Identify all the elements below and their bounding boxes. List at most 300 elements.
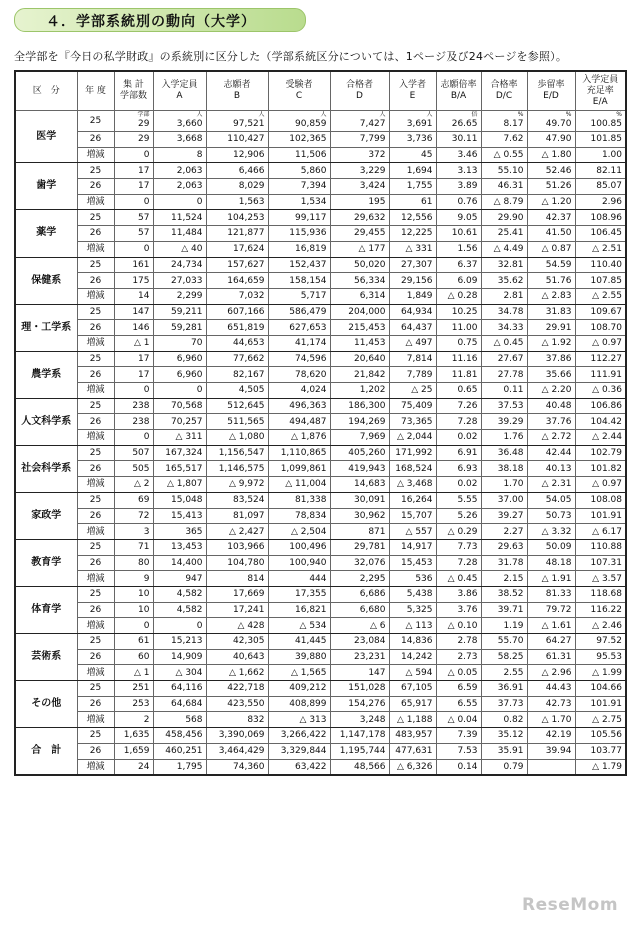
- cell-value: △ 9,972: [228, 479, 265, 490]
- value-cell: [153, 728, 206, 744]
- value-cell: [153, 257, 206, 273]
- unit-label: %: [517, 111, 524, 118]
- cell-value: △ 0.45: [493, 338, 524, 349]
- value-cell: [330, 571, 389, 587]
- cell-value: 64,934: [401, 306, 433, 317]
- cell-value: 99,117: [295, 212, 327, 223]
- cell-value: 14: [138, 291, 150, 302]
- cell-value: 35.66: [545, 369, 572, 380]
- table-row: [15, 414, 626, 430]
- value-cell: [330, 492, 389, 508]
- value-cell: [153, 634, 206, 650]
- column-header-label: 合格者: [345, 80, 373, 90]
- header-row: [15, 71, 626, 111]
- year-cell: [77, 586, 114, 602]
- cell-value: 238: [132, 401, 150, 412]
- cell-value: 17: [138, 165, 150, 176]
- cell-value: 409,212: [289, 683, 327, 694]
- value-cell: [527, 430, 575, 446]
- value-cell: [481, 728, 527, 744]
- value-cell: [527, 477, 575, 493]
- cell-value: 34.33: [497, 322, 524, 333]
- value-cell: [481, 461, 527, 477]
- value-cell: [330, 241, 389, 257]
- cell-value: 7,032: [238, 291, 265, 302]
- value-cell: [481, 696, 527, 712]
- year-cell: [77, 179, 114, 195]
- value-cell: [389, 288, 436, 304]
- value-cell: [575, 602, 626, 618]
- cell-value: 70,257: [171, 416, 203, 427]
- cell-value: 423,550: [227, 699, 265, 710]
- value-cell: [436, 492, 481, 508]
- cell-value: 118.68: [590, 589, 622, 600]
- cell-value: 121,877: [227, 228, 265, 239]
- cell-value: 41,445: [295, 636, 327, 647]
- cell-value: △ 1,876: [290, 432, 327, 443]
- cell-value: △ 4.49: [493, 244, 524, 255]
- cell-value: 17,355: [295, 589, 327, 600]
- cell-value: 103,966: [227, 542, 265, 553]
- value-cell: [268, 367, 330, 383]
- value-cell: [268, 383, 330, 399]
- cell-value: 627,653: [289, 322, 327, 333]
- cell-value: △ 1.79: [592, 761, 622, 772]
- table-row: [15, 257, 626, 273]
- cell-value: △ 0.87: [541, 244, 572, 255]
- cell-value: 1,099,861: [280, 463, 327, 474]
- value-cell: [330, 665, 389, 681]
- value-cell: [389, 618, 436, 634]
- value-cell: [527, 111, 575, 132]
- year-cell: [77, 194, 114, 210]
- value-cell: [436, 586, 481, 602]
- value-cell: [527, 288, 575, 304]
- cell-value: 49.70: [545, 119, 572, 129]
- cell-value: 増減: [86, 197, 105, 208]
- cell-value: 29: [138, 134, 150, 145]
- unit-label: 人: [426, 111, 433, 118]
- value-cell: [436, 649, 481, 665]
- cell-value: 50.09: [545, 542, 572, 553]
- value-cell: [575, 524, 626, 540]
- cell-value: △ 0.45: [447, 573, 478, 584]
- value-cell: [268, 304, 330, 320]
- value-cell: [153, 288, 206, 304]
- cell-value: △ 497: [405, 338, 433, 349]
- value-cell: [153, 111, 206, 132]
- cell-value: 477,631: [395, 746, 433, 757]
- cell-value: 32,076: [354, 557, 386, 568]
- cell-value: 2.78: [457, 636, 478, 647]
- cell-value: △ 3.32: [541, 526, 572, 537]
- table-row: [15, 634, 626, 650]
- table-row: [15, 743, 626, 759]
- value-cell: [527, 367, 575, 383]
- table-row: [15, 555, 626, 571]
- cell-value: 69: [138, 495, 150, 506]
- value-cell: [114, 602, 153, 618]
- value-cell: [153, 571, 206, 587]
- cell-value: 15,048: [171, 495, 203, 506]
- cell-value: 79.72: [545, 604, 572, 615]
- value-cell: [389, 586, 436, 602]
- cell-value: 158,154: [289, 275, 327, 286]
- cell-value: △ 113: [405, 620, 433, 631]
- table-row: [15, 618, 626, 634]
- value-cell: [481, 398, 527, 414]
- cell-value: 26: [89, 181, 102, 192]
- value-cell: [436, 696, 481, 712]
- category-label: 家政学: [15, 492, 77, 539]
- cell-value: △ 534: [299, 620, 327, 631]
- cell-value: 460,251: [165, 746, 203, 757]
- value-cell: [436, 681, 481, 697]
- year-cell: [77, 111, 114, 132]
- value-cell: [114, 257, 153, 273]
- column-header-label: 入学者: [398, 80, 426, 90]
- cell-value: 1,202: [359, 385, 386, 396]
- cell-value: 6,960: [176, 353, 203, 364]
- cell-value: 42,305: [233, 636, 265, 647]
- cell-value: 50.73: [545, 510, 572, 521]
- value-cell: [389, 210, 436, 226]
- cell-value: 14,917: [401, 542, 433, 553]
- cell-value: 増減: [86, 620, 105, 631]
- cell-value: 0: [143, 197, 150, 208]
- value-cell: [330, 320, 389, 336]
- table-row: [15, 273, 626, 289]
- cell-value: 175: [132, 275, 150, 286]
- value-cell: [268, 759, 330, 775]
- cell-value: 26: [89, 463, 102, 474]
- cell-value: 1.70: [503, 479, 524, 490]
- column-header: [575, 71, 626, 111]
- value-cell: [527, 273, 575, 289]
- column-header: [114, 71, 153, 111]
- cell-value: 59,281: [171, 322, 203, 333]
- cell-value: 1.00: [601, 150, 622, 161]
- table-row: [15, 335, 626, 351]
- value-cell: [206, 163, 268, 179]
- year-cell: [77, 335, 114, 351]
- value-cell: [330, 524, 389, 540]
- value-cell: [206, 210, 268, 226]
- table-row: [15, 712, 626, 728]
- cell-value: 0.11: [503, 385, 524, 396]
- value-cell: [268, 649, 330, 665]
- cell-value: 3,668: [176, 134, 203, 145]
- value-cell: [436, 132, 481, 148]
- value-cell: [330, 586, 389, 602]
- cell-value: 29: [138, 119, 150, 129]
- cell-value: 108.96: [590, 212, 622, 223]
- cell-value: 146: [132, 322, 150, 333]
- cell-value: 3.89: [457, 181, 478, 192]
- cell-value: △ 1,807: [166, 479, 203, 490]
- cell-value: 7,799: [359, 134, 386, 145]
- value-cell: [575, 320, 626, 336]
- cell-value: 0.82: [503, 714, 524, 725]
- cell-value: 38.52: [497, 589, 524, 600]
- value-cell: [268, 571, 330, 587]
- cell-value: 26: [89, 134, 102, 145]
- cell-value: 115,936: [289, 228, 327, 239]
- cell-value: 204,000: [348, 306, 386, 317]
- cell-value: 109.67: [590, 306, 622, 317]
- cell-value: 44.43: [545, 683, 572, 694]
- column-header-sublabel: B/A: [450, 91, 467, 101]
- unit-label: 人: [379, 111, 386, 118]
- cell-value: 7,789: [406, 369, 433, 380]
- cell-value: 3.13: [457, 165, 478, 176]
- value-cell: [436, 398, 481, 414]
- column-header-sublabel: D/C: [495, 91, 513, 101]
- value-cell: [153, 335, 206, 351]
- cell-value: 17: [138, 353, 150, 364]
- cell-value: 74,360: [233, 761, 265, 772]
- value-cell: [389, 602, 436, 618]
- value-cell: [268, 179, 330, 195]
- cell-value: 70: [191, 338, 203, 349]
- cell-value: 36.91: [497, 683, 524, 694]
- cell-value: 5.55: [457, 495, 478, 506]
- cell-value: △ 0.97: [592, 479, 622, 490]
- value-cell: [527, 210, 575, 226]
- cell-value: 947: [185, 573, 203, 584]
- value-cell: [206, 111, 268, 132]
- year-cell: [77, 759, 114, 775]
- cell-value: △ 8.79: [493, 197, 524, 208]
- cell-value: 5,717: [300, 291, 327, 302]
- year-cell: [77, 602, 114, 618]
- cell-value: 12,225: [401, 228, 433, 239]
- table-row: [15, 477, 626, 493]
- table-row: [15, 179, 626, 195]
- cell-value: 21,842: [354, 369, 386, 380]
- cell-value: 152,437: [289, 259, 327, 270]
- cell-value: 1.76: [503, 432, 524, 443]
- table-row: [15, 430, 626, 446]
- value-cell: [481, 241, 527, 257]
- cell-value: 48.18: [545, 557, 572, 568]
- year-cell: [77, 712, 114, 728]
- cell-value: 47.90: [545, 134, 572, 145]
- value-cell: [153, 179, 206, 195]
- cell-value: 116.22: [590, 604, 622, 615]
- cell-value: △ 3.57: [592, 573, 622, 584]
- cell-value: 5,860: [300, 165, 327, 176]
- column-header-sublabel: C: [295, 91, 303, 101]
- cell-value: △ 0.05: [447, 667, 478, 678]
- year-cell: [77, 445, 114, 461]
- cell-value: 104.42: [590, 416, 622, 427]
- cell-value: 107.31: [590, 557, 622, 568]
- cell-value: 7,394: [300, 181, 327, 192]
- cell-value: 194,269: [348, 416, 386, 427]
- value-cell: [330, 132, 389, 148]
- cell-value: 63,422: [295, 761, 327, 772]
- value-cell: [436, 257, 481, 273]
- value-cell: [389, 665, 436, 681]
- cell-value: 238: [132, 416, 150, 427]
- cell-value: 814: [247, 573, 265, 584]
- cell-value: 253: [132, 699, 150, 710]
- value-cell: [527, 194, 575, 210]
- cell-value: 110.40: [590, 259, 622, 270]
- value-cell: [114, 508, 153, 524]
- value-cell: [527, 586, 575, 602]
- cell-value: 増減: [86, 573, 105, 584]
- cell-value: 13,453: [171, 542, 203, 553]
- column-header-sublabel: E: [409, 91, 416, 101]
- value-cell: [153, 461, 206, 477]
- value-cell: [114, 712, 153, 728]
- value-cell: [527, 147, 575, 163]
- cell-value: 7.53: [457, 746, 478, 757]
- cell-value: 40.13: [545, 463, 572, 474]
- value-cell: [206, 226, 268, 242]
- cell-value: △ 313: [299, 714, 327, 725]
- value-cell: [575, 335, 626, 351]
- cell-value: 25: [89, 259, 102, 270]
- category-label: 農学系: [15, 351, 77, 398]
- value-cell: [527, 179, 575, 195]
- year-cell: [77, 241, 114, 257]
- cell-value: 7,427: [359, 119, 386, 129]
- value-cell: [206, 132, 268, 148]
- year-cell: [77, 226, 114, 242]
- cell-value: △ 2.44: [592, 432, 622, 443]
- cell-value: 100.85: [590, 119, 622, 129]
- cell-value: 3,464,429: [218, 746, 265, 757]
- cell-value: 増減: [86, 338, 105, 349]
- value-cell: [436, 445, 481, 461]
- value-cell: [330, 477, 389, 493]
- unit-label: 倍: [471, 111, 478, 118]
- value-cell: [575, 194, 626, 210]
- value-cell: [389, 649, 436, 665]
- value-cell: [153, 602, 206, 618]
- value-cell: [436, 304, 481, 320]
- value-cell: [389, 304, 436, 320]
- cell-value: △ 1.20: [541, 197, 572, 208]
- cell-value: 110,427: [227, 134, 265, 145]
- value-cell: [389, 681, 436, 697]
- value-cell: [436, 111, 481, 132]
- value-cell: [575, 665, 626, 681]
- value-cell: [436, 712, 481, 728]
- year-cell: [77, 163, 114, 179]
- value-cell: [114, 367, 153, 383]
- value-cell: [206, 147, 268, 163]
- cell-value: △ 1: [133, 667, 150, 678]
- cell-value: 104,780: [227, 557, 265, 568]
- cell-value: 871: [368, 526, 386, 537]
- cell-value: 15,707: [401, 510, 433, 521]
- value-cell: [527, 398, 575, 414]
- table-row: [15, 602, 626, 618]
- cell-value: 6.91: [457, 448, 478, 459]
- cell-value: 26.65: [451, 119, 478, 129]
- cell-value: 25: [89, 165, 102, 176]
- value-cell: [481, 288, 527, 304]
- cell-value: 372: [368, 150, 386, 161]
- cell-value: 1,147,178: [339, 730, 386, 741]
- cell-value: 44,653: [233, 338, 265, 349]
- value-cell: [527, 226, 575, 242]
- value-cell: [389, 445, 436, 461]
- cell-value: 26: [89, 275, 102, 286]
- value-cell: [575, 414, 626, 430]
- cell-value: 164,659: [227, 275, 265, 286]
- cell-value: 1,849: [406, 291, 433, 302]
- table-row: [15, 111, 626, 132]
- value-cell: [206, 555, 268, 571]
- table-row: [15, 320, 626, 336]
- cell-value: 147: [132, 306, 150, 317]
- cell-value: △ 331: [405, 244, 433, 255]
- value-cell: [436, 571, 481, 587]
- cell-value: 10: [138, 604, 150, 615]
- value-cell: [481, 712, 527, 728]
- value-cell: [389, 634, 436, 650]
- cell-value: 512,645: [227, 401, 265, 412]
- cell-value: △ 0.04: [447, 714, 478, 725]
- value-cell: [481, 555, 527, 571]
- cell-value: 41,174: [295, 338, 327, 349]
- value-cell: [268, 111, 330, 132]
- cell-value: 1,534: [300, 197, 327, 208]
- value-cell: [206, 288, 268, 304]
- value-cell: [527, 445, 575, 461]
- cell-value: 7.62: [503, 134, 524, 145]
- value-cell: [389, 398, 436, 414]
- category-label: 保健系: [15, 257, 77, 304]
- cell-value: 0: [143, 620, 150, 631]
- cell-value: 14,909: [171, 652, 203, 663]
- value-cell: [481, 304, 527, 320]
- value-cell: [481, 524, 527, 540]
- cell-value: 59,211: [171, 306, 203, 317]
- value-cell: [527, 335, 575, 351]
- cell-value: 103.77: [590, 746, 622, 757]
- cell-value: 37.86: [545, 353, 572, 364]
- value-cell: [575, 367, 626, 383]
- table-row: [15, 681, 626, 697]
- table-row: [15, 445, 626, 461]
- cell-value: 83,524: [233, 495, 265, 506]
- cell-value: 78,620: [295, 369, 327, 380]
- column-header: [436, 71, 481, 111]
- value-cell: [389, 508, 436, 524]
- cell-value: 38.18: [497, 463, 524, 474]
- value-cell: [114, 288, 153, 304]
- value-cell: [206, 257, 268, 273]
- value-cell: [575, 759, 626, 775]
- cell-value: 536: [415, 573, 433, 584]
- value-cell: [527, 304, 575, 320]
- cell-value: 55.10: [497, 165, 524, 176]
- cell-value: 3.86: [457, 589, 478, 600]
- cell-value: △ 1,080: [228, 432, 265, 443]
- cell-value: 7,814: [406, 353, 433, 364]
- value-cell: [153, 241, 206, 257]
- cell-value: 2.81: [503, 291, 524, 302]
- cell-value: 67,105: [401, 683, 433, 694]
- cell-value: 97.52: [596, 636, 622, 647]
- cell-value: 52.46: [545, 165, 572, 176]
